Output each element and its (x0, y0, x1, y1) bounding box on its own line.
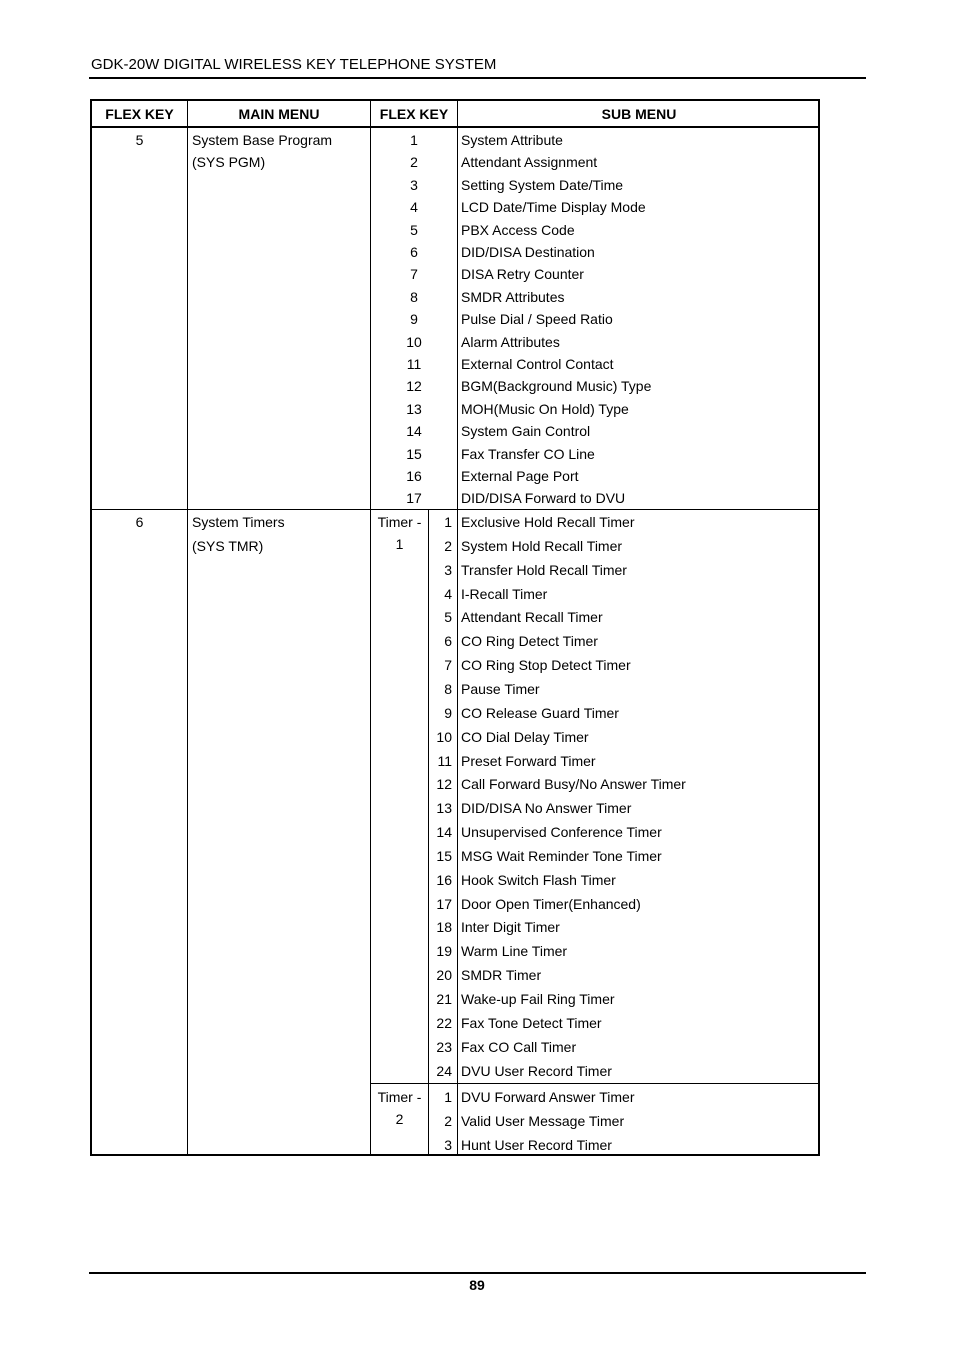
sub-menu-label: Hook Switch Flash Timer (461, 871, 616, 888)
sub-menu-key: 12 (436, 776, 452, 793)
sub-menu-key: 12 (406, 378, 422, 395)
menu-table (90, 99, 820, 1156)
sub-menu-key: 23 (436, 1038, 452, 1055)
sub-menu-key: 4 (410, 199, 418, 216)
header-flex-key-2: FLEX KEY (379, 106, 449, 122)
sub-menu-label: CO Dial Delay Timer (461, 728, 589, 745)
main-menu-text: System Base Program (192, 132, 333, 148)
sub-menu-key: 7 (444, 657, 452, 674)
sub-menu-label: System Hold Recall Timer (461, 537, 623, 554)
header-row-divider (92, 126, 818, 128)
sub-menu-label: Fax Tone Detect Timer (461, 1014, 602, 1031)
sub-menu-key: 16 (436, 871, 452, 888)
sub-menu-label: Attendant Recall Timer (461, 609, 603, 626)
sub-menu-key: 15 (436, 847, 452, 864)
sub-menu-key: 9 (444, 704, 452, 721)
sub-menu-key: 19 (436, 943, 452, 960)
sub-menu-label: SMDR Timer (461, 967, 542, 984)
sub-menu-key: 3 (410, 176, 418, 193)
sub-menu-key: 2 (444, 537, 452, 554)
sub-menu-key: 5 (410, 221, 418, 238)
sub-menu-key: 6 (410, 244, 418, 260)
sub-menu-label: DVU Forward Answer Timer (461, 1089, 635, 1105)
sub-menu-label: DVU User Record Timer (461, 1062, 612, 1079)
column-divider (187, 101, 188, 1154)
sub-menu-label: Preset Forward Timer (461, 752, 596, 769)
sub-menu-key: 3 (444, 561, 452, 578)
sub-menu-key: 21 (436, 991, 452, 1007)
main-menu-text: System Timers (192, 514, 285, 530)
section-divider (92, 509, 818, 510)
sub-menu-label: BGM(Background Music) Type (461, 378, 652, 395)
sub-menu-label: Fax CO Call Timer (461, 1038, 577, 1055)
sub-menu-key: 10 (436, 728, 452, 745)
sub-menu-label: PBX Access Code (461, 221, 575, 238)
sub-menu-key: 1 (410, 132, 418, 148)
sub-menu-label: Exclusive Hold Recall Timer (461, 514, 635, 530)
sub-menu-key: 14 (406, 423, 422, 440)
sub-menu-key: 16 (406, 468, 422, 484)
timer-group-label: 1 (395, 536, 404, 552)
sub-menu-key: 15 (406, 445, 422, 462)
sub-menu-label: Inter Digit Timer (461, 919, 560, 936)
page-header-title: GDK-20W DIGITAL WIRELESS KEY TELEPHONE SYSTEM (91, 56, 497, 73)
sub-menu-key: 17 (436, 895, 452, 912)
sub-menu-label: Pause Timer (461, 680, 540, 697)
sub-menu-label: CO Release Guard Timer (461, 704, 619, 721)
sub-menu-label: DID/DISA No Answer Timer (461, 800, 632, 817)
header-sub-menu: SUB MENU (601, 106, 677, 122)
sub-menu-key: 7 (410, 266, 418, 283)
sub-menu-key: 13 (436, 800, 452, 817)
sub-menu-label: Wake-up Fail Ring Timer (461, 991, 615, 1007)
sub-menu-key: 22 (436, 1014, 452, 1031)
page-number: 89 (469, 1277, 485, 1293)
flex-key-value: 5 (135, 132, 144, 148)
header-main-menu: MAIN MENU (238, 106, 320, 122)
sub-menu-key: 5 (444, 609, 452, 626)
sub-menu-key: 2 (444, 1112, 452, 1129)
sub-menu-label: I-Recall Timer (461, 585, 548, 602)
sub-menu-label: CO Ring Stop Detect Timer (461, 657, 631, 674)
flex-key-value: 6 (135, 514, 144, 530)
sub-menu-label: Fax Transfer CO Line (461, 445, 595, 462)
main-menu-text: (SYS TMR) (192, 537, 264, 554)
sub-menu-key: 2 (410, 154, 418, 171)
footer-divider (89, 1272, 866, 1274)
sub-menu-key: 14 (436, 824, 452, 841)
sub-menu-key: 3 (444, 1136, 452, 1153)
timer-group-label: Timer - (377, 514, 422, 530)
header-divider (89, 77, 866, 79)
column-divider (457, 101, 458, 1154)
sub-menu-key: 8 (410, 288, 418, 305)
sub-menu-label: Hunt User Record Timer (461, 1136, 612, 1153)
sub-menu-key: 10 (406, 333, 422, 350)
sub-menu-label: Pulse Dial / Speed Ratio (461, 311, 613, 328)
sub-menu-key: 20 (436, 967, 452, 984)
sub-menu-label: System Gain Control (461, 423, 591, 440)
sub-menu-label: Transfer Hold Recall Timer (461, 561, 627, 578)
sub-menu-label: External Control Contact (461, 356, 614, 372)
timer-group-divider (370, 1083, 818, 1084)
sub-menu-key: 18 (436, 919, 452, 936)
sub-menu-label: System Attribute (461, 132, 563, 148)
sub-menu-label: External Page Port (461, 468, 579, 484)
sub-menu-label: Valid User Message Timer (461, 1112, 625, 1129)
sub-menu-label: DID/DISA Destination (461, 244, 595, 260)
sub-menu-key: 11 (406, 356, 422, 372)
timer-group-label: 2 (395, 1111, 404, 1127)
header-flex-key: FLEX KEY (105, 106, 174, 122)
sub-menu-label: Attendant Assignment (461, 154, 598, 171)
sub-menu-label: Door Open Timer(Enhanced) (461, 895, 641, 912)
sub-menu-key: 1 (444, 1089, 452, 1105)
sub-menu-key: 17 (406, 490, 422, 507)
sub-menu-key: 8 (444, 680, 452, 697)
sub-menu-label: DISA Retry Counter (461, 266, 584, 283)
sub-menu-label: Setting System Date/Time (461, 176, 624, 193)
sub-menu-label: Warm Line Timer (461, 943, 568, 960)
sub-menu-label: MOH(Music On Hold) Type (461, 400, 629, 417)
sub-menu-key: 24 (436, 1062, 452, 1079)
main-menu-text: (SYS PGM) (192, 154, 266, 171)
sub-menu-key: 6 (444, 633, 452, 650)
sub-menu-label: Alarm Attributes (461, 333, 560, 350)
sub-menu-label: Unsupervised Conference Timer (461, 824, 662, 841)
sub-menu-key: 13 (406, 400, 422, 417)
sub-menu-label: DID/DISA Forward to DVU (461, 490, 626, 507)
sub-menu-label: CO Ring Detect Timer (461, 633, 598, 650)
sub-menu-key: 1 (444, 514, 452, 530)
sub-menu-label: Call Forward Busy/No Answer Timer (461, 776, 686, 793)
sub-menu-key: 4 (444, 585, 452, 602)
sub-menu-label: SMDR Attributes (461, 288, 565, 305)
sub-menu-label: MSG Wait Reminder Tone Timer (461, 847, 662, 864)
timer-group-label: Timer - (377, 1089, 422, 1105)
sub-menu-key: 11 (437, 752, 452, 769)
sub-menu-label: LCD Date/Time Display Mode (461, 199, 646, 216)
sub-menu-key: 9 (410, 311, 418, 328)
